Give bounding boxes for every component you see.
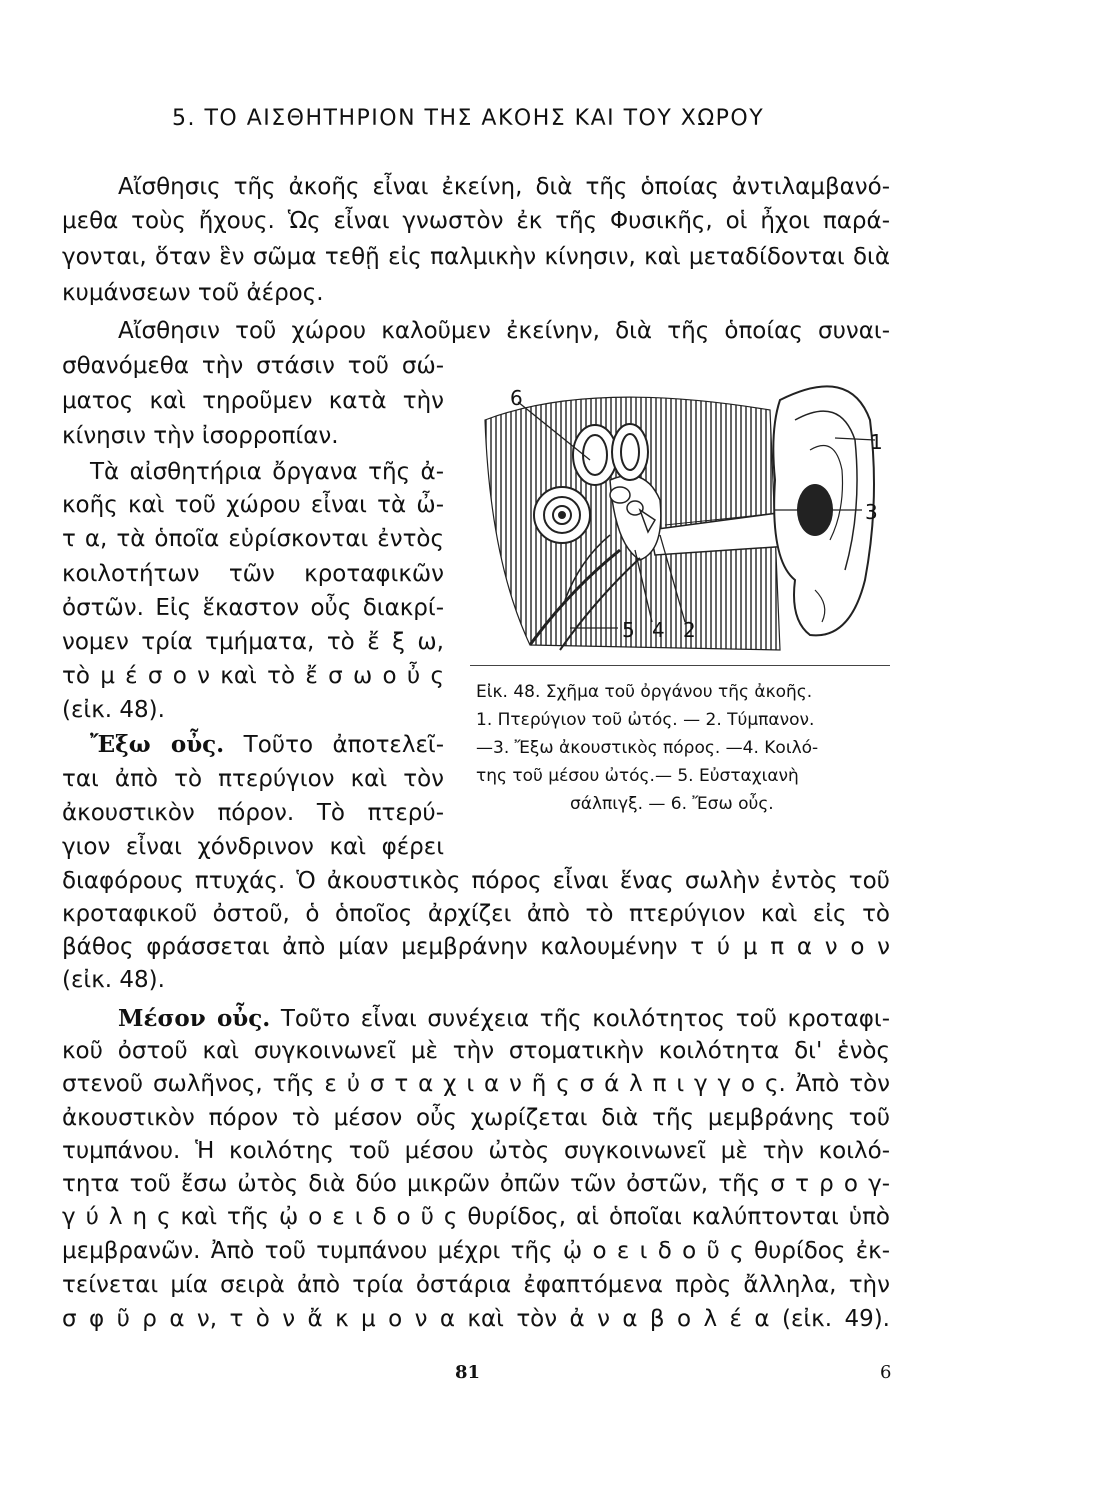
para4-line-3: ἀκουστικὸν πόρον. Τὸ πτερύ- [62,800,444,826]
para4-line-5: διαφόρους πτυχάς. Ὁ ἀκουστικὸς πόρος εἶναι ἕνας σωλὴν ἐντὸς τοῦ [62,868,890,894]
para2-line-2: σθανόμεθα τὴν στάσιν τοῦ σώ- [62,353,444,379]
figure-label-5: 5 [622,618,635,642]
section-title-middle-ear: Μέσον οὖς. [118,1005,271,1032]
para4-line-6: κροταφικοῦ ὀστοῦ, ὁ ὁποῖος ἀρχίζει ἀπὸ τὸ πτερύγιον καὶ εἰς τὸ [62,901,890,927]
para3-line-6: νομεν τρία τμήματα, τὸ ἔ ξ ω, [62,629,444,655]
para3-line-2: κοῆς καὶ τοῦ χώρου εἶναι τὰ ὦ- [62,492,444,518]
para1-line-1: Αἴσθησις τῆς ἀκοῆς εἶναι ἐκείνη, διὰ τῆς ὁποίας ἀντιλαμβανό- [118,174,890,200]
para5-line-1 [118,1007,890,1031]
para3-line-8: (εἰκ. 48). [62,697,165,723]
para3-line-7: τὸ μ έ σ ο ν καὶ τὸ ἔ σ ω ο ὖ ς [62,663,444,689]
page-number: 81 [455,1362,481,1383]
figure-caption-line-4: της τοῦ μέσου ὠτός.— 5. Εὐσταχιανὴ [476,766,799,786]
para1-line-3: γονται, ὅταν ἓν σῶμα τεθῇ εἰς παλμικὴν κίνησιν, καὶ μεταδίδονται διὰ [62,244,890,270]
section-heading: 5. ΤΟ ΑΙΣΘΗΤΗΡΙΟΝ ΤΗΣ ΑΚΟΗΣ ΚΑΙ ΤΟΥ ΧΩΡΟΥ [172,106,765,131]
figure-caption-line-1: Εἰκ. 48. Σχῆμα τοῦ ὀργάνου τῆς ἀκοῆς. [476,682,813,702]
para5-line-9: τείνεται μία σειρὰ ἀπὸ τρία ὀστάρια ἐφαπτόμενα πρὸς ἄλληλα, τὴν [62,1272,890,1298]
figure-label-6: 6 [510,386,523,410]
figure-label-2: 2 [683,618,696,642]
para1-line-4: κυμάνσεων τοῦ ἀέρος. [62,280,324,306]
caption-rule [470,665,890,666]
figure-label-1: 1 [870,430,883,454]
figure-caption-line-2: 1. Πτερύγιον τοῦ ὠτός. — 2. Τύμπανον. [476,710,815,730]
para3-line-1: Τὰ αἰσθητήρια ὄργανα τῆς ἀ- [90,459,444,485]
figure-label-4: 4 [652,618,665,642]
section-title-outer-ear: Ἔξω οὖς. [90,731,225,758]
para4-line-2: ται ἀπὸ τὸ πτερύγιον καὶ τὸν [62,766,444,792]
para5-line-3: στενοῦ σωλῆνος, τῆς ε ὐ σ τ α χ ι α ν ῆ ς σ ά λ π ι γ γ ο ς. Ἀπὸ τὸν [62,1071,890,1097]
para2-line-4: κίνησιν τὴν ἰσορροπίαν. [62,423,339,449]
para1-line-2: μεθα τοὺς ἤχους. Ὡς εἶναι γνωστὸν ἐκ τῆς Φυσικῆς, οἱ ἦχοι παρά- [62,208,890,234]
signature-mark: 6 [880,1362,892,1383]
para5-line-4: ἀκουστικὸν πόρον τὸ μέσον οὖς χωρίζεται διὰ τῆς μεμβράνης τοῦ [62,1105,890,1131]
para5-line-7: γ ύ λ η ς καὶ τῆς ᾠ ο ε ι δ ο ῦ ς θυρίδος, αἱ ὁποῖαι καλύπτονται ὑπὸ [62,1204,890,1230]
para5-line-2: κοῦ ὀστοῦ καὶ συγκοινωνεῖ μὲ τὴν στοματικὴν κοιλότητα δι' ἑνὸς [62,1038,890,1064]
para3-line-3: τ α, τὰ ὁποῖα εὑρίσκονται ἐντὸς [62,526,444,552]
para3-line-5: ὀστῶν. Εἰς ἕκαστον οὖς διακρί- [62,595,444,621]
para4-line-1 [90,733,444,757]
para2-line-1: Αἴσθησιν τοῦ χώρου καλοῦμεν ἐκείνην, διὰ τῆς ὁποίας συναι- [118,318,890,344]
para5-line-5: τυμπάνου. Ἡ κοιλότης τοῦ μέσου ὠτὸς συγκοινωνεῖ μὲ τὴν κοιλό- [62,1138,890,1164]
figure-caption-line-3: —3. Ἔξω ἀκουστικὸς πόρος. —4. Κοιλό- [476,738,819,758]
para5-line-6: τητα τοῦ ἔσω ὠτὸς διὰ δύο μικρῶν ὀπῶν τῶν ὀστῶν, τῆς σ τ ρ ο γ- [62,1171,890,1197]
para4-line-4: γιον εἶναι χόνδρινον καὶ φέρει [62,834,444,860]
cochlea [534,487,590,543]
para5-line-1-rest: Τοῦτο εἶναι συνέχεια τῆς κοιλότητος τοῦ κροταφι- [280,1006,891,1032]
ear-diagram [470,360,900,660]
para5-line-8: μεμβρανῶν. Ἀπὸ τοῦ τυμπάνου μέχρι τῆς ᾠ ο ε ι δ ο ῦ ς θυρίδος ἐκ- [62,1238,890,1264]
para5-line-10: σ φ ῦ ρ α ν, τ ὸ ν ἄ κ μ ο ν α καὶ τὸν ἀ ν α β ο λ έ α (εἰκ. 49). [62,1306,890,1332]
figure-label-3: 3 [865,500,878,524]
figure-caption-line-5: σάλπιγξ. — 6. Ἔσω οὖς. [570,794,774,814]
semicircular-canals [573,424,648,485]
para4-line-8: (εἰκ. 48). [62,967,165,993]
para3-line-4: κοιλοτήτων τῶν κροταφικῶν [62,561,444,587]
para4-line-7: βάθος φράσσεται ἀπὸ μίαν μεμβράνην καλουμένην τ ύ μ π α ν ο ν [62,934,890,960]
para4-line-1-rest: Τοῦτο ἀποτελεῖ- [243,732,444,758]
para2-line-3: ματος καὶ τηροῦμεν κατὰ τὴν [62,388,444,414]
